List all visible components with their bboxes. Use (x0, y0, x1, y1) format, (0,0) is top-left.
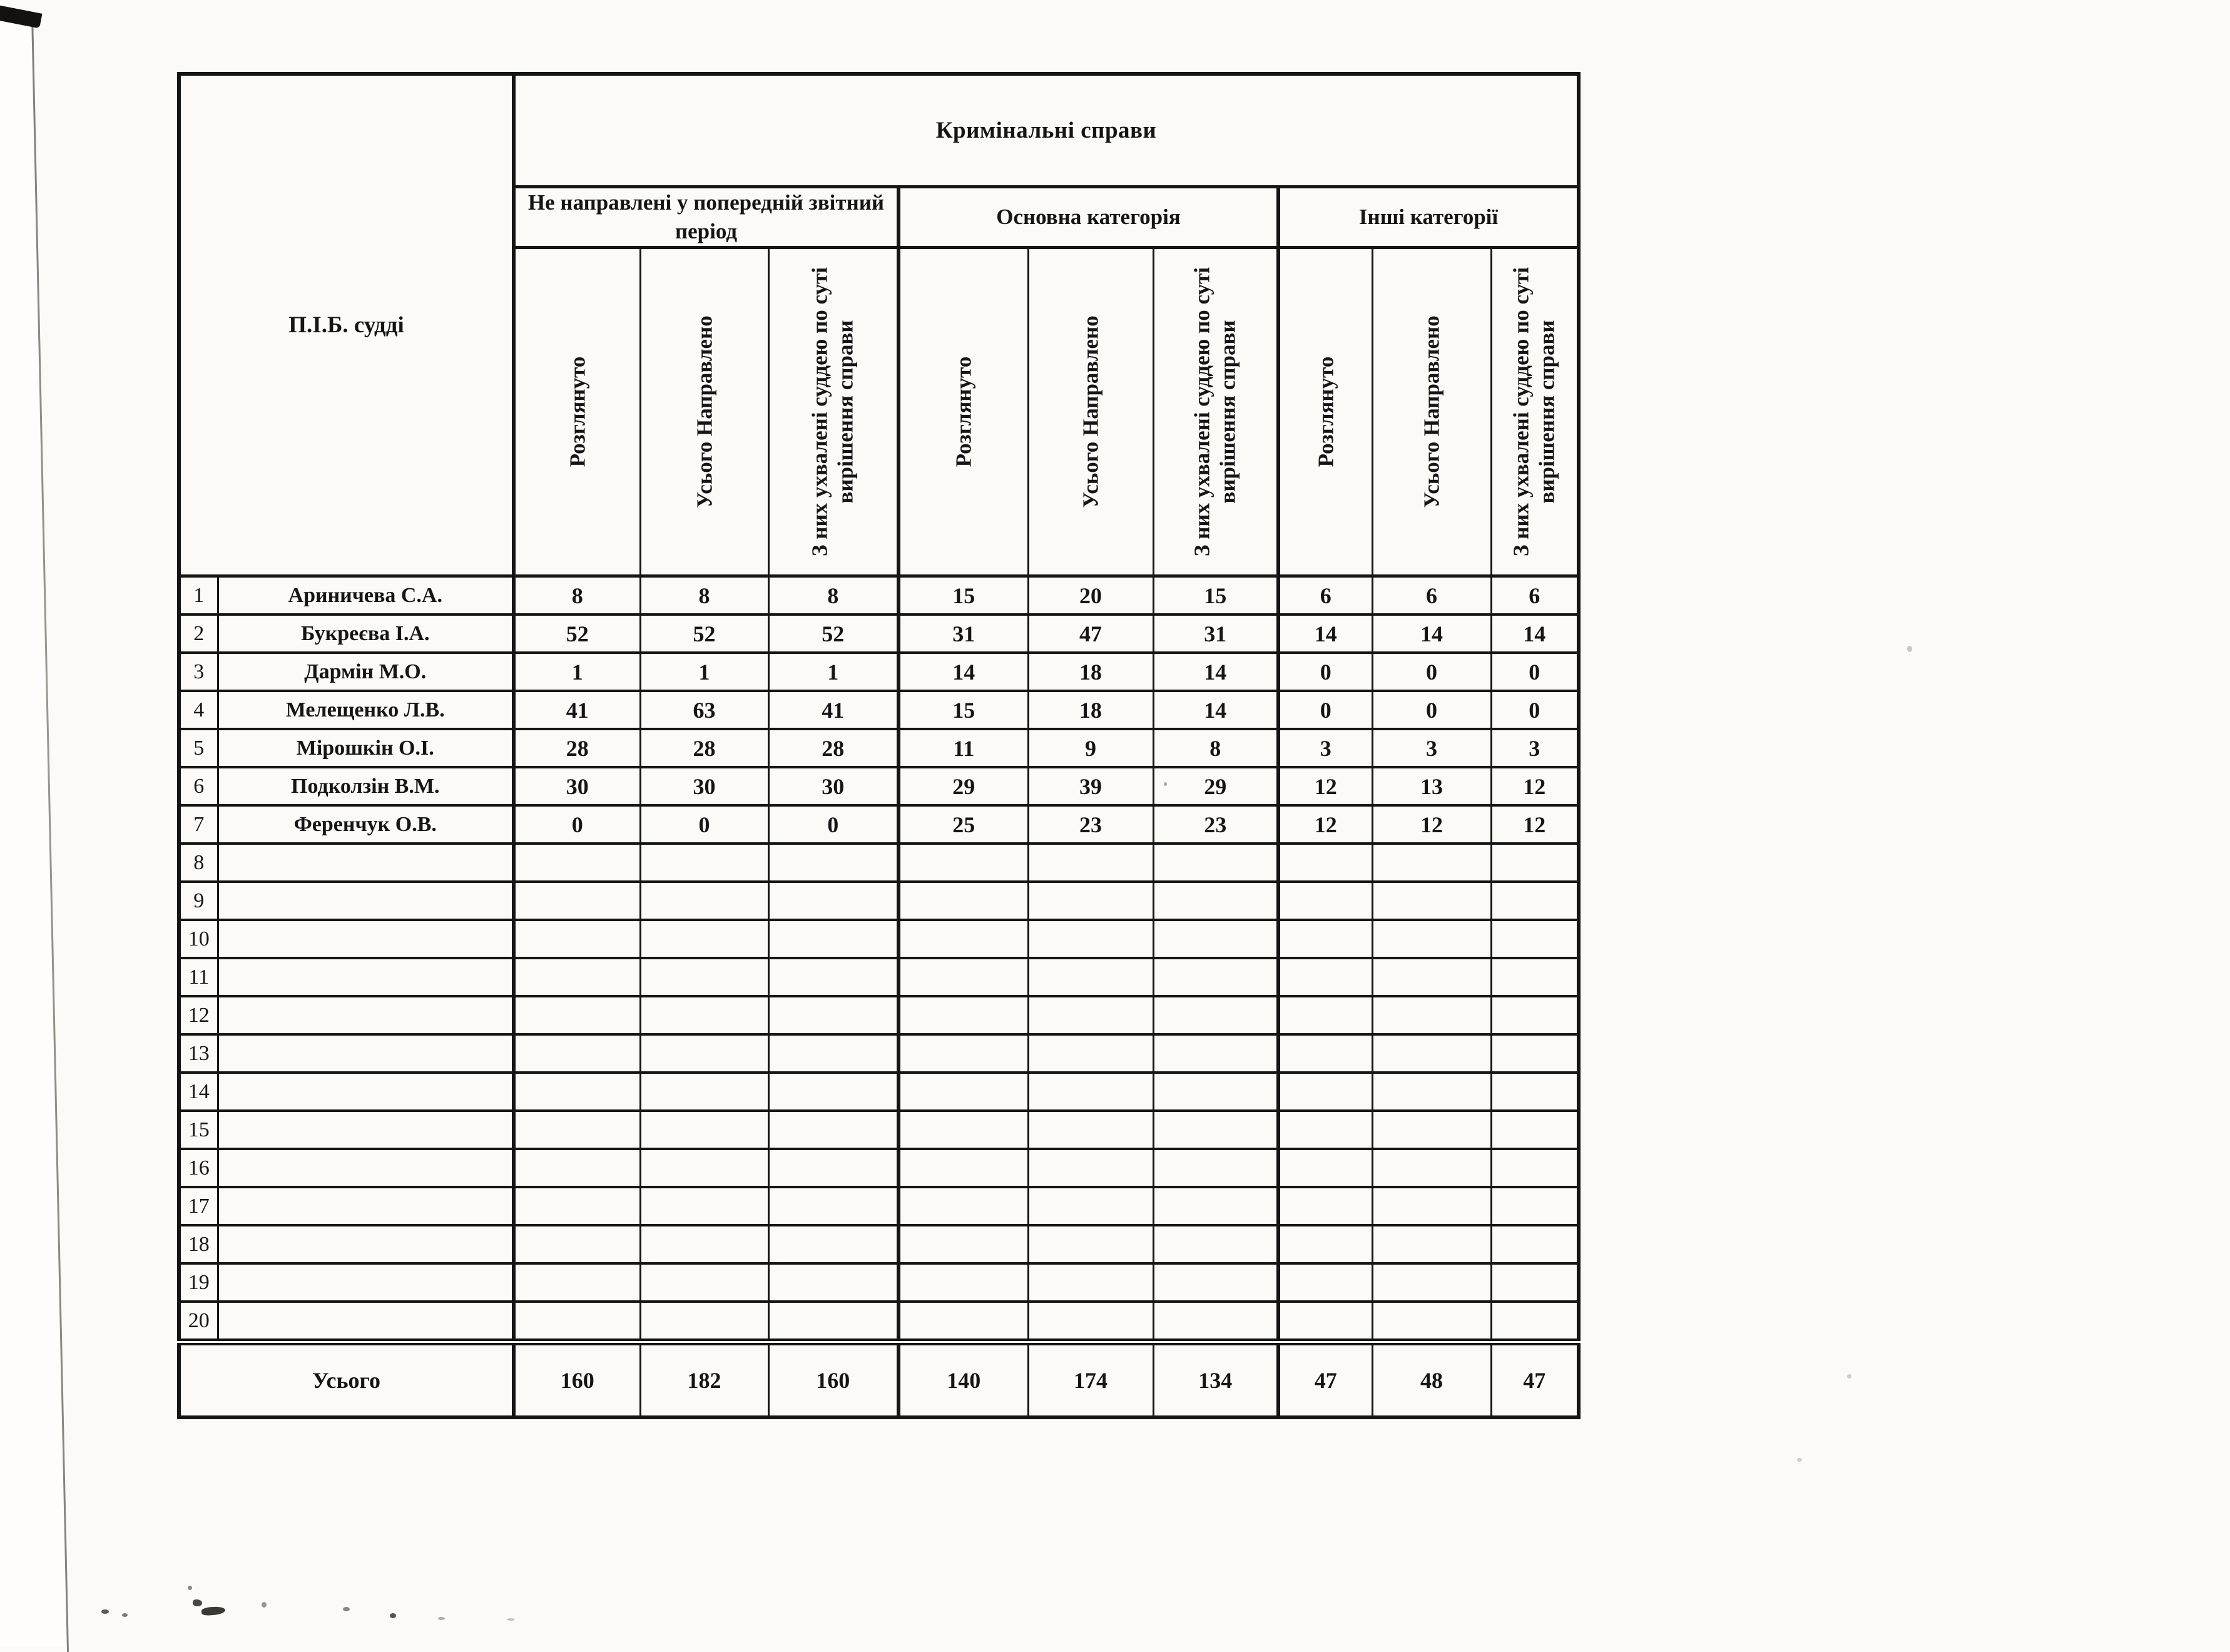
ink-speck (188, 1586, 192, 1590)
value-cell (640, 1111, 768, 1149)
total-value-cell: 134 (1153, 1342, 1278, 1418)
judge-name-cell: Мірошкін О.І. (218, 729, 514, 767)
value-cell (768, 1073, 899, 1111)
column-header-considered (1278, 248, 1372, 576)
value-cell: 52 (768, 614, 899, 653)
total-value-cell: 160 (768, 1342, 899, 1418)
value-cell (514, 844, 640, 882)
value-cell (899, 1225, 1028, 1263)
value-cell (1028, 1225, 1153, 1263)
judge-name-cell (218, 1263, 514, 1302)
value-cell (1372, 1034, 1491, 1073)
value-cell (640, 882, 768, 920)
value-cell: 13 (1372, 767, 1491, 805)
value-cell (514, 920, 640, 958)
value-cell (1153, 844, 1278, 882)
value-cell: 8 (768, 576, 899, 615)
value-cell (768, 958, 899, 996)
value-cell: 28 (640, 729, 768, 767)
judge-name-cell (218, 1302, 514, 1342)
column-header-considered (514, 248, 640, 576)
value-cell (899, 844, 1028, 882)
value-cell: 3 (1372, 729, 1491, 767)
value-cell (899, 1187, 1028, 1225)
row-number-cell: 15 (179, 1111, 218, 1149)
total-value-cell: 48 (1372, 1342, 1491, 1418)
value-cell (1491, 1263, 1579, 1302)
value-cell (1153, 996, 1278, 1034)
rotated-label: Розглянуто (1313, 357, 1338, 467)
value-cell: 0 (1278, 653, 1372, 691)
row-number-cell: 8 (179, 844, 218, 882)
value-cell (899, 1302, 1028, 1342)
value-cell: 52 (640, 614, 768, 653)
table-row (179, 844, 1579, 882)
value-cell (1278, 920, 1372, 958)
table-row (179, 882, 1579, 920)
value-cell (1028, 996, 1153, 1034)
value-cell: 14 (1153, 653, 1278, 691)
value-cell (1278, 1073, 1372, 1111)
value-cell (1153, 1263, 1278, 1302)
value-cell (1278, 1225, 1372, 1263)
rotated-label: Усього Направлено (691, 315, 716, 509)
value-cell (514, 1073, 640, 1111)
value-cell: 23 (1153, 805, 1278, 844)
value-cell (899, 1149, 1028, 1187)
row-number-cell: 13 (179, 1034, 218, 1073)
value-cell (768, 1111, 899, 1149)
value-cell (1153, 920, 1278, 958)
table-row (179, 1302, 1579, 1342)
rotated-label: З них ухвалені суддею по суті вирішення справи (807, 267, 858, 557)
value-cell: 30 (640, 767, 768, 805)
value-cell: 63 (640, 691, 768, 729)
value-cell (640, 1034, 768, 1073)
value-cell: 0 (1491, 653, 1579, 691)
table-row (179, 1073, 1579, 1111)
ink-speck (1847, 1374, 1851, 1379)
judge-name-cell (218, 958, 514, 996)
table-row (179, 1111, 1579, 1149)
row-number-cell: 12 (179, 996, 218, 1034)
value-cell: 15 (1153, 576, 1278, 615)
value-cell (640, 1073, 768, 1111)
table-row (179, 576, 1579, 615)
value-cell: 9 (1028, 729, 1153, 767)
ink-speck (193, 1599, 202, 1606)
value-cell (768, 1263, 899, 1302)
table-row (179, 1263, 1579, 1302)
value-cell (899, 920, 1028, 958)
value-cell: 29 (1153, 767, 1278, 805)
table-row (179, 653, 1579, 691)
table-header (179, 74, 1579, 576)
value-cell (1028, 1149, 1153, 1187)
value-cell: 0 (1372, 653, 1491, 691)
judge-name-cell (218, 1149, 514, 1187)
value-cell: 1 (768, 653, 899, 691)
value-cell (1153, 1073, 1278, 1111)
value-cell: 0 (1278, 691, 1372, 729)
value-cell (1372, 882, 1491, 920)
value-cell: 8 (1153, 729, 1278, 767)
row-number-cell: 11 (179, 958, 218, 996)
row-number-cell: 1 (179, 576, 218, 615)
judge-name-cell: Мелещенко Л.В. (218, 691, 514, 729)
row-number-cell: 5 (179, 729, 218, 767)
value-cell: 52 (514, 614, 640, 653)
judge-name-cell: Дармін М.О. (218, 653, 514, 691)
value-cell: 31 (899, 614, 1028, 653)
value-cell (1491, 996, 1579, 1034)
value-cell (1278, 1263, 1372, 1302)
ink-speck (1907, 646, 1912, 652)
value-cell (899, 996, 1028, 1034)
value-cell (640, 1225, 768, 1263)
row-number-cell: 10 (179, 920, 218, 958)
ink-speck (122, 1613, 128, 1617)
total-value-cell: 47 (1491, 1342, 1579, 1418)
value-cell: 12 (1491, 805, 1579, 844)
judge-name-cell: Ференчук О.В. (218, 805, 514, 844)
table-row (179, 805, 1579, 844)
value-cell (1028, 1034, 1153, 1073)
value-cell (640, 996, 768, 1034)
value-cell (1491, 920, 1579, 958)
ink-speck (507, 1618, 515, 1621)
value-cell (1278, 996, 1372, 1034)
table-row (179, 767, 1579, 805)
value-cell (899, 882, 1028, 920)
column-header-considered (899, 248, 1028, 576)
judge-name-cell (218, 996, 514, 1034)
value-cell (1153, 1302, 1278, 1342)
table-footer (179, 1342, 1579, 1418)
value-cell (768, 882, 899, 920)
value-cell: 12 (1372, 805, 1491, 844)
value-cell: 14 (1491, 614, 1579, 653)
judge-name-cell: Ариничева С.А. (218, 576, 514, 615)
value-cell (514, 1149, 640, 1187)
value-cell: 8 (640, 576, 768, 615)
value-cell: 6 (1491, 576, 1579, 615)
value-cell (1491, 1149, 1579, 1187)
value-cell: 0 (1372, 691, 1491, 729)
value-cell: 25 (899, 805, 1028, 844)
value-cell: 14 (1278, 614, 1372, 653)
table-row (179, 691, 1579, 729)
ink-speck (101, 1609, 109, 1614)
value-cell: 12 (1278, 767, 1372, 805)
value-cell (514, 996, 640, 1034)
value-cell (1028, 882, 1153, 920)
value-cell (899, 1263, 1028, 1302)
value-cell: 39 (1028, 767, 1153, 805)
value-cell (1491, 1302, 1579, 1342)
value-cell (1372, 1149, 1491, 1187)
value-cell (514, 1034, 640, 1073)
table-row (179, 958, 1579, 996)
value-cell: 15 (899, 576, 1028, 615)
row-number-cell: 16 (179, 1149, 218, 1187)
judge-name-cell: Букреєва І.А. (218, 614, 514, 653)
value-cell (1153, 1034, 1278, 1073)
value-cell (514, 958, 640, 996)
value-cell (899, 1073, 1028, 1111)
value-cell (1372, 958, 1491, 996)
value-cell (1372, 1302, 1491, 1342)
value-cell (1372, 996, 1491, 1034)
value-cell (1278, 1034, 1372, 1073)
value-cell (514, 1111, 640, 1149)
judge-name-cell (218, 1187, 514, 1225)
value-cell: 31 (1153, 614, 1278, 653)
value-cell (1372, 1225, 1491, 1263)
value-cell: 0 (768, 805, 899, 844)
value-cell: 12 (1491, 767, 1579, 805)
value-cell: 18 (1028, 653, 1153, 691)
column-header-decided-on-merits (1153, 248, 1278, 576)
value-cell (1153, 882, 1278, 920)
value-cell (1372, 1263, 1491, 1302)
value-cell (1028, 958, 1153, 996)
value-cell (1372, 1187, 1491, 1225)
ink-speck (343, 1607, 350, 1611)
value-cell (640, 958, 768, 996)
value-cell: 28 (514, 729, 640, 767)
judge-name-cell (218, 1111, 514, 1149)
value-cell (640, 1187, 768, 1225)
value-cell (514, 1302, 640, 1342)
value-cell (768, 1034, 899, 1073)
value-cell: 15 (899, 691, 1028, 729)
judge-name-cell (218, 1073, 514, 1111)
group-header-other-categories: Інші категорії (1278, 187, 1579, 248)
value-cell: 1 (514, 653, 640, 691)
value-cell (640, 844, 768, 882)
table-row (179, 614, 1579, 653)
value-cell (1372, 1111, 1491, 1149)
ink-speck (390, 1613, 396, 1618)
value-cell (1153, 1225, 1278, 1263)
value-cell (514, 1225, 640, 1263)
judge-name-cell (218, 882, 514, 920)
table-title: Кримінальні справи (514, 74, 1579, 187)
total-value-cell: 140 (899, 1342, 1028, 1418)
value-cell (768, 1302, 899, 1342)
total-value-cell: 174 (1028, 1342, 1153, 1418)
ink-speck (1797, 1458, 1802, 1462)
column-header-decided-on-merits (768, 248, 899, 576)
column-header-total-forwarded (640, 248, 768, 576)
judge-name-cell (218, 1225, 514, 1263)
ink-speck (262, 1602, 267, 1608)
value-cell: 3 (1491, 729, 1579, 767)
total-label: Усього (179, 1342, 514, 1418)
group-header-not-forwarded: Не направлені у попередній звітний період (514, 187, 899, 248)
value-cell: 23 (1028, 805, 1153, 844)
table-row (179, 729, 1579, 767)
criminal-cases-statistics-table (177, 72, 1581, 1419)
value-cell (1491, 1034, 1579, 1073)
total-row (179, 1342, 1579, 1418)
judge-name-cell (218, 920, 514, 958)
value-cell (1372, 1073, 1491, 1111)
value-cell: 47 (1028, 614, 1153, 653)
table-row (179, 1034, 1579, 1073)
row-number-cell: 14 (179, 1073, 218, 1111)
row-number-cell: 4 (179, 691, 218, 729)
value-cell (1278, 1187, 1372, 1225)
value-cell (1278, 958, 1372, 996)
value-cell (1278, 1149, 1372, 1187)
value-cell (1153, 1149, 1278, 1187)
judge-name-cell: Подколзін В.М. (218, 767, 514, 805)
value-cell (1372, 844, 1491, 882)
judge-name-cell (218, 1034, 514, 1073)
value-cell (768, 1149, 899, 1187)
value-cell: 41 (514, 691, 640, 729)
value-cell: 12 (1278, 805, 1372, 844)
rotated-label: З них ухвалені суддею по суті вирішення справи (1189, 267, 1241, 557)
value-cell (1028, 844, 1153, 882)
value-cell (899, 1034, 1028, 1073)
value-cell (1278, 882, 1372, 920)
value-cell (1491, 958, 1579, 996)
value-cell (1278, 1302, 1372, 1342)
value-cell (1278, 1111, 1372, 1149)
value-cell (640, 920, 768, 958)
value-cell (768, 844, 899, 882)
value-cell: 14 (899, 653, 1028, 691)
row-number-cell: 2 (179, 614, 218, 653)
value-cell: 41 (768, 691, 899, 729)
total-value-cell: 47 (1278, 1342, 1372, 1418)
column-header-total-forwarded (1372, 248, 1491, 576)
total-value-cell: 182 (640, 1342, 768, 1418)
rotated-label: Усього Направлено (1078, 315, 1103, 509)
rotated-label: Розглянуто (951, 357, 976, 467)
row-number-cell: 19 (179, 1263, 218, 1302)
value-cell (768, 1225, 899, 1263)
value-cell: 3 (1278, 729, 1372, 767)
table-row (179, 996, 1579, 1034)
value-cell (1491, 1225, 1579, 1263)
value-cell: 28 (768, 729, 899, 767)
value-cell (1491, 1187, 1579, 1225)
total-value-cell: 160 (514, 1342, 640, 1418)
value-cell (1491, 1111, 1579, 1149)
value-cell (768, 1187, 899, 1225)
judge-name-cell (218, 844, 514, 882)
value-cell (768, 996, 899, 1034)
value-cell: 1 (640, 653, 768, 691)
title-row (179, 74, 1579, 187)
table-body (179, 576, 1579, 1342)
value-cell: 30 (514, 767, 640, 805)
value-cell (1278, 844, 1372, 882)
value-cell: 14 (1372, 614, 1491, 653)
value-cell (640, 1149, 768, 1187)
rotated-label: З них ухвалені суддею по суті вирішення справи (1509, 267, 1560, 557)
value-cell (899, 1111, 1028, 1149)
row-number-cell: 20 (179, 1302, 218, 1342)
value-cell (1491, 844, 1579, 882)
ink-speck (438, 1617, 445, 1620)
value-cell: 11 (899, 729, 1028, 767)
value-cell (1028, 1111, 1153, 1149)
value-cell (899, 958, 1028, 996)
value-cell: 14 (1153, 691, 1278, 729)
table-row (179, 1149, 1579, 1187)
ink-speck (201, 1606, 226, 1616)
table-row (179, 1225, 1579, 1263)
value-cell (1491, 1073, 1579, 1111)
value-cell (1153, 1187, 1278, 1225)
value-cell (1028, 1187, 1153, 1225)
rotated-label: Розглянуто (565, 357, 590, 467)
row-number-cell: 7 (179, 805, 218, 844)
rotated-label: Усього Направлено (1419, 315, 1444, 509)
value-cell (514, 1263, 640, 1302)
value-cell: 0 (514, 805, 640, 844)
value-cell (1028, 1302, 1153, 1342)
value-cell (1028, 1263, 1153, 1302)
value-cell: 20 (1028, 576, 1153, 615)
value-cell (1491, 882, 1579, 920)
value-cell: 29 (899, 767, 1028, 805)
row-number-cell: 9 (179, 882, 218, 920)
value-cell (1372, 920, 1491, 958)
row-number-cell: 17 (179, 1187, 218, 1225)
value-cell: 8 (514, 576, 640, 615)
value-cell (1153, 958, 1278, 996)
column-header-decided-on-merits (1491, 248, 1579, 576)
value-cell (1028, 1073, 1153, 1111)
table-row (179, 1187, 1579, 1225)
value-cell: 0 (1491, 691, 1579, 729)
row-number-cell: 18 (179, 1225, 218, 1263)
judge-name-column-header: П.І.Б. судді (179, 74, 514, 576)
value-cell: 30 (768, 767, 899, 805)
value-cell (640, 1302, 768, 1342)
value-cell (768, 920, 899, 958)
value-cell (640, 1263, 768, 1302)
row-number-cell: 3 (179, 653, 218, 691)
value-cell: 6 (1372, 576, 1491, 615)
value-cell: 6 (1278, 576, 1372, 615)
value-cell (1153, 1111, 1278, 1149)
value-cell (514, 882, 640, 920)
value-cell (514, 1187, 640, 1225)
value-cell: 0 (640, 805, 768, 844)
row-number-cell: 6 (179, 767, 218, 805)
value-cell: 18 (1028, 691, 1153, 729)
table-row (179, 920, 1579, 958)
group-header-main-category: Основна категорія (899, 187, 1278, 248)
column-header-total-forwarded (1028, 248, 1153, 576)
value-cell (1028, 920, 1153, 958)
